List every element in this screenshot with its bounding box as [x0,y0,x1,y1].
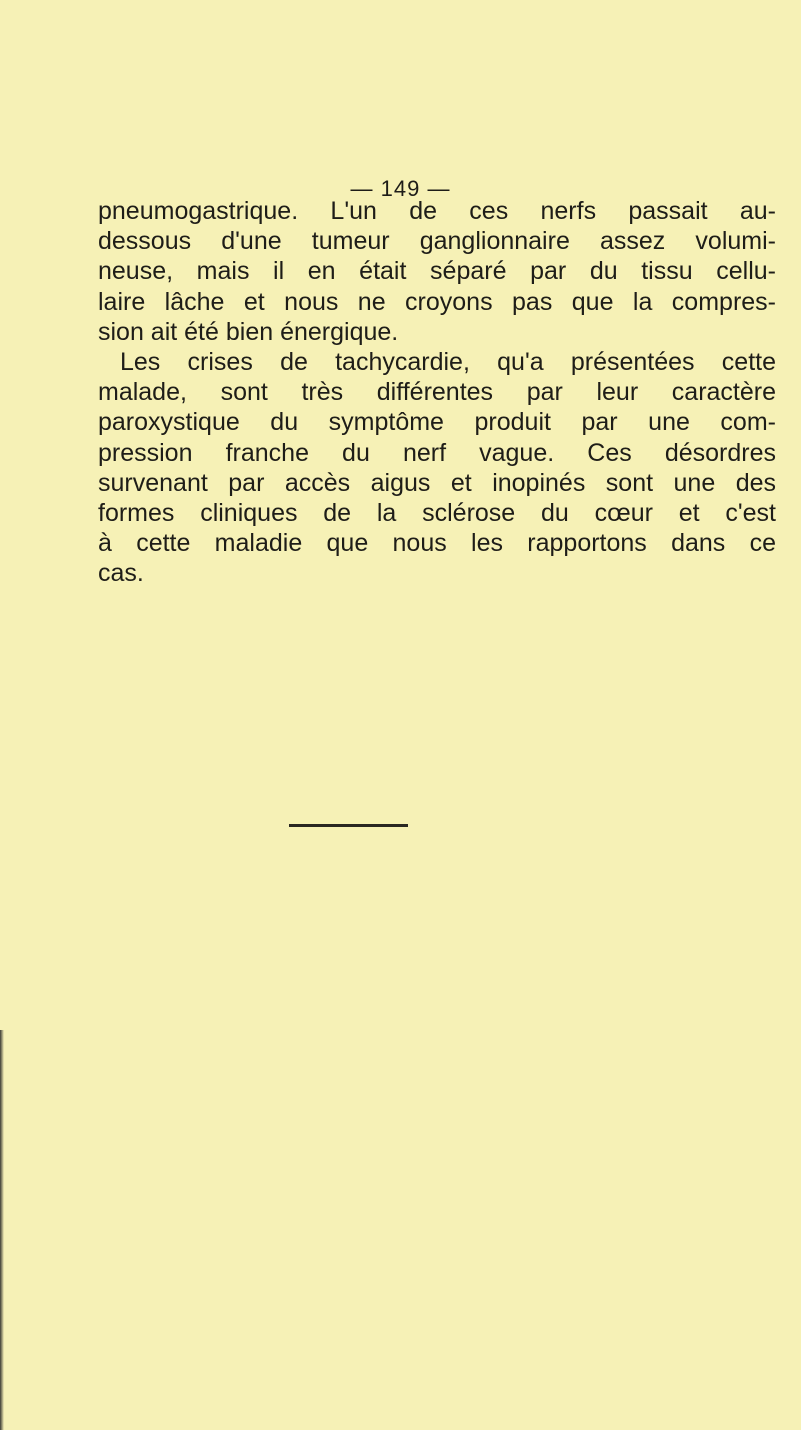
text-line: paroxystique du symptôme produit par une com- [98,408,776,437]
text-line: malade, sont très différentes par leur caractère [98,378,776,407]
body-text [98,196,776,589]
text-line: pression franche du nerf vague. Ces désordres [98,438,776,467]
text-line: neuse, mais il en était séparé par du tissu cellu- [98,257,776,286]
text-line: dessous d'une tumeur ganglionnaire assez volumi- [98,227,776,256]
text-line: laire lâche et nous ne croyons pas que la compres- [98,287,776,316]
text-line: Les crises de tachycardie, qu'a présentées cette [120,348,776,377]
text-line: survenant par accès aigus et inopinés sont une des [98,468,776,497]
page-edge-shadow [0,1030,4,1430]
page-number: — 149 — [350,176,451,201]
text-line: pneumogastrique. L'un de ces nerfs passait au- [98,197,776,225]
text-line: cas. [98,559,144,588]
text-line: sion ait été bien énergique. [98,317,399,346]
text-line: formes cliniques de la sclérose du cœur et c'est [98,499,776,528]
section-end-rule [289,824,408,827]
text-line: à cette maladie que nous les rapportons dans ce [98,529,776,558]
